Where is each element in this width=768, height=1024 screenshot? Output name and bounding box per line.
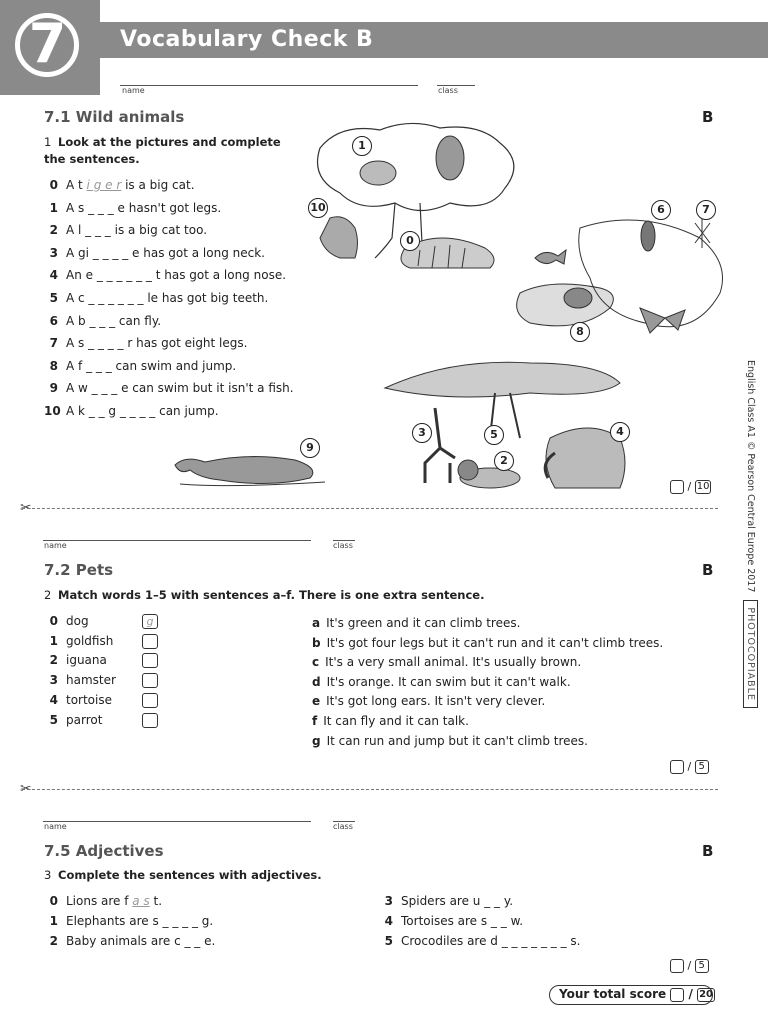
section-wild-animals-title: 7.1 Wild animals	[44, 108, 185, 126]
sentence-letter: b	[312, 635, 321, 650]
spider-icon	[695, 218, 710, 248]
pet-word-row	[44, 673, 116, 687]
section-version-letter: B	[702, 561, 714, 579]
pet-sentence-row	[312, 675, 571, 689]
sentence-letter: a	[312, 616, 321, 630]
photocopiable-label: PHOTOCOPIABLE	[743, 600, 758, 708]
picture-number-6: 6	[651, 200, 671, 220]
sentence-row	[44, 336, 247, 350]
example-answer: i g e r	[86, 178, 122, 192]
row-text: A s _ _ _ e hasn't got legs.	[66, 200, 222, 215]
row-number: 5	[49, 291, 58, 305]
picture-number-7: 7	[696, 200, 716, 220]
sentence-letter: c	[312, 655, 320, 670]
picture-number-4: 4	[610, 422, 630, 442]
page-title: Vocabulary Check B	[120, 27, 374, 52]
row-number: 1	[49, 914, 58, 928]
row-text: Baby animals are c _ _ e.	[66, 934, 216, 948]
score-section-3: / 5	[670, 959, 709, 973]
picture-number-5: 5	[484, 425, 504, 445]
sentence-row	[44, 381, 294, 395]
row-text: A b _ _ _ can fly.	[66, 313, 162, 328]
pet-word-row	[44, 693, 112, 707]
section-version-letter: B	[702, 108, 714, 126]
row-number: 2	[49, 934, 58, 948]
row-number: 0	[49, 614, 58, 628]
adjective-row	[44, 914, 213, 928]
giraffe-icon	[425, 408, 455, 483]
sentence-text: It's green and it can climb trees.	[326, 616, 521, 630]
row-number: 3	[49, 245, 58, 260]
row-number: 2	[49, 223, 58, 238]
instruction-text: Match words 1–5 with sentences a–f. There is one extra sentence.	[58, 588, 485, 602]
score-input-box[interactable]	[670, 760, 684, 774]
sentence-row	[44, 314, 161, 328]
side-copyright	[742, 360, 762, 710]
row-number: 0	[49, 894, 58, 908]
pet-word: parrot	[66, 712, 103, 727]
sentence-text: It's got four legs but it can't run and it can't climb trees.	[326, 635, 664, 650]
row-text: Tortoises are s _ _ w.	[401, 914, 524, 928]
name-line	[120, 85, 418, 86]
total-score: Your total score / 20	[559, 987, 713, 1001]
class-label: class	[438, 86, 458, 95]
example-answer: a s	[132, 894, 150, 908]
picture-number-1: 1	[352, 136, 372, 156]
tree-crown	[318, 123, 514, 210]
picture-number-0: 0	[400, 231, 420, 251]
row-number: 6	[49, 313, 58, 328]
pet-word: hamster	[66, 673, 116, 688]
sentence-row	[44, 246, 265, 260]
picture-number-9: 9	[300, 438, 320, 458]
section-version-letter: B	[702, 842, 714, 860]
score-section-2: / 5	[670, 760, 709, 774]
scissors-icon: ✂	[20, 781, 32, 797]
pet-word-row	[44, 653, 107, 667]
answer-box[interactable]	[142, 713, 158, 728]
name-label: name	[122, 86, 145, 95]
kangaroo-icon	[320, 217, 358, 258]
instruction-1	[44, 134, 294, 168]
row-number: 10	[44, 404, 61, 418]
row-number: 9	[49, 381, 58, 396]
fish-icon	[535, 250, 566, 264]
row-number: 7	[49, 336, 58, 351]
sentence-row	[44, 201, 221, 215]
pet-word: dog	[66, 614, 89, 628]
pet-word: tortoise	[66, 692, 112, 707]
sentence-letter: d	[312, 674, 321, 689]
row-text: Spiders are u _ _ y.	[401, 894, 514, 908]
score-section-1: / 10	[670, 480, 711, 494]
row-text: A f _ _ _ can swim and jump.	[66, 358, 237, 373]
water-lily-icon	[517, 284, 614, 326]
row-text: A l _ _ _ is a big cat too.	[66, 223, 208, 238]
scissors-icon: ✂	[20, 500, 32, 516]
sentence-letter: f	[312, 714, 318, 728]
adjective-row	[379, 934, 580, 948]
sentence-row	[44, 268, 286, 282]
sentence-letter: g	[312, 733, 321, 748]
name-label: name	[44, 822, 67, 831]
picture-number-2: 2	[494, 451, 514, 471]
butterfly-icon	[640, 308, 685, 333]
section-pets-title: 7.2 Pets	[44, 561, 114, 579]
total-score-label: Your total score	[559, 987, 667, 1001]
class-label: class	[333, 822, 353, 831]
instruction-number: 1	[44, 135, 52, 149]
row-text: A c _ _ _ _ _ _ le has got big teeth.	[66, 291, 269, 305]
row-number: 5	[384, 934, 393, 948]
total-score-max: 20	[699, 988, 713, 1000]
name-line	[43, 821, 311, 822]
picture-number-3: 3	[412, 423, 432, 443]
score-max: 10	[696, 481, 710, 492]
animal-illustrations	[300, 118, 740, 498]
answer-box[interactable]	[142, 634, 158, 649]
row-number: 4	[49, 268, 58, 283]
cut-line	[22, 789, 718, 790]
row-number: 2	[49, 653, 58, 668]
instruction-text: Look at the pictures and complete the sentences.	[44, 135, 281, 166]
sentence-row	[44, 359, 236, 373]
answer-box[interactable]	[142, 673, 158, 688]
snake-icon	[360, 161, 396, 185]
sentence-text: It's orange. It can swim but it can't walk.	[326, 674, 571, 689]
pet-sentence-row	[312, 734, 588, 748]
instruction-text: Complete the sentences with adjectives.	[58, 868, 322, 882]
pet-sentence-row	[312, 655, 581, 669]
score-input-box[interactable]	[670, 480, 684, 494]
row-number: 1	[49, 200, 58, 215]
sentence-row	[44, 291, 268, 305]
whale-icon	[175, 456, 313, 483]
total-score-input[interactable]	[670, 988, 684, 1002]
class-label: class	[333, 541, 353, 550]
row-text-end: t.	[149, 894, 163, 908]
pet-sentence-row	[312, 694, 545, 708]
acacia-crown	[385, 362, 620, 397]
sentence-text: It's a very small animal. It's usually brown.	[325, 655, 582, 670]
row-text-start: A t	[66, 178, 87, 192]
adjective-row	[44, 934, 215, 948]
instruction-3	[44, 867, 444, 884]
instruction-2	[44, 587, 524, 604]
answer-box[interactable]: g	[142, 614, 158, 629]
adjective-row	[44, 894, 162, 908]
frog-icon	[564, 288, 592, 308]
instruction-number: 3	[44, 868, 52, 882]
row-number: 5	[49, 712, 58, 727]
row-text: A k _ _ g _ _ _ _ can jump.	[66, 404, 219, 418]
bird-icon	[641, 221, 655, 251]
pet-sentence-row	[312, 616, 520, 630]
row-text: A w _ _ _ e can swim but it isn't a fish.	[66, 381, 294, 396]
copyright-text: English Class A1 © Pearson Central Europe 2017	[745, 360, 756, 593]
row-text: Elephants are s _ _ _ _ g.	[66, 914, 214, 928]
pet-word-row	[44, 614, 89, 628]
picture-number-8: 8	[570, 322, 590, 342]
sentence-text: It can run and jump but it can't climb trees.	[326, 733, 588, 748]
score-max: 5	[695, 760, 709, 774]
pet-word-row	[44, 713, 102, 727]
row-text: A gi _ _ _ _ e has got a long neck.	[66, 245, 265, 260]
row-number: 8	[49, 358, 58, 373]
sentence-row	[44, 178, 195, 192]
answer-box[interactable]	[142, 653, 158, 668]
pet-sentence-row	[312, 636, 663, 650]
row-number: 4	[384, 914, 393, 928]
name-line	[43, 540, 311, 541]
sentence-row	[44, 404, 219, 418]
name-label: name	[44, 541, 67, 550]
row-number: 1	[49, 633, 58, 648]
score-input-box[interactable]	[670, 959, 684, 973]
unit-number: 7	[28, 12, 67, 75]
row-number: 3	[49, 673, 58, 688]
lion-mane	[458, 460, 478, 480]
monkey-icon	[436, 136, 464, 180]
sentence-text: It can fly and it can talk.	[323, 714, 469, 728]
row-text: Crocodiles are d _ _ _ _ _ _ _ s.	[401, 934, 581, 948]
instruction-number: 2	[44, 588, 52, 602]
section-adjectives-title: 7.5 Adjectives	[44, 842, 164, 860]
pet-word: iguana	[66, 653, 107, 668]
score-max: 5	[695, 959, 709, 973]
row-text: A s _ _ _ _ r has got eight legs.	[66, 336, 248, 351]
adjective-row	[379, 894, 513, 908]
row-number: 3	[384, 894, 393, 908]
pet-word: goldfish	[66, 633, 114, 648]
sentence-text: It's got long ears. It isn't very clever.	[326, 694, 546, 709]
row-text-end: is a big cat.	[121, 178, 195, 192]
row-number: 0	[49, 178, 58, 192]
cut-line	[22, 508, 718, 509]
row-number: 4	[49, 692, 58, 707]
pet-word-row	[44, 634, 113, 648]
adjective-row	[379, 914, 523, 928]
sentence-letter: e	[312, 694, 321, 709]
row-text-start: Lions are f	[66, 894, 133, 908]
pet-sentence-row	[312, 714, 469, 728]
sentence-row	[44, 223, 207, 237]
picture-number-10: 10	[308, 198, 328, 218]
answer-box[interactable]	[142, 693, 158, 708]
row-text: An e _ _ _ _ _ _ t has got a long nose.	[66, 268, 287, 283]
